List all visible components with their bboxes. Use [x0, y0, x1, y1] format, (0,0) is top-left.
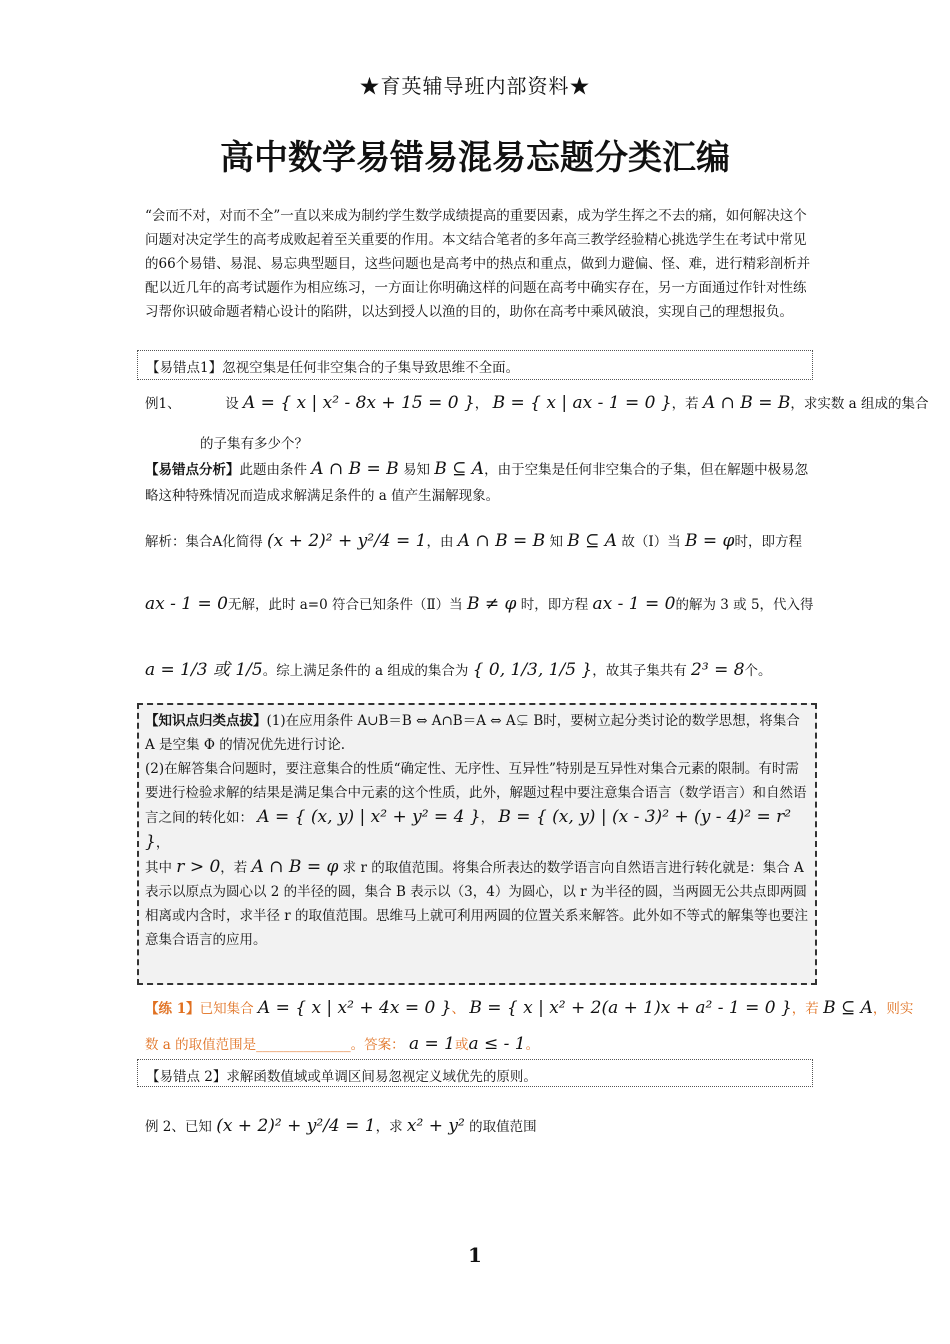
solution-text: ，故其子集共有 — [592, 663, 687, 679]
error-point-1: 【易错点1】忽视空集是任何非空集合的子集导致思维不全面。 — [146, 360, 520, 376]
solution-text: 时，即方程 — [520, 597, 589, 613]
condition: B ⊆ A — [434, 459, 485, 479]
answer-2: a ≤ - 1 — [468, 1034, 526, 1054]
set-b-circle: B = { (x, y) | (x - 3)² + (y - 4)² = r² } — [145, 807, 792, 852]
practice-1-line-2 — [145, 1033, 539, 1054]
ellipse-equation: (x + 2)² + y²/4 = 1 — [267, 531, 427, 551]
knowledge-text: 其中 — [145, 860, 172, 876]
solution-line-3 — [145, 655, 772, 680]
comma: ， — [474, 396, 489, 412]
condition: B = φ — [685, 531, 735, 551]
answer-blank: ______________ — [256, 1037, 351, 1053]
a-values: a = 1/3 或 1/5 — [145, 660, 263, 680]
analysis-line-1 — [145, 458, 808, 479]
target-expression: x² + y² — [406, 1116, 465, 1136]
solution-text: 时，即方程 — [734, 534, 802, 550]
set-b-definition: B = { x | ax - 1 = 0 } — [492, 393, 672, 413]
knowledge-text: ，若 — [220, 860, 248, 876]
practice-text: ，则实 — [872, 1001, 914, 1017]
analysis-text: 易知 — [402, 462, 430, 478]
condition: A ∩ B = B — [311, 459, 399, 479]
solution-text: 个。 — [744, 663, 772, 679]
comma: ， — [155, 835, 170, 851]
intro-paragraph: “会而不对，对而不全”一直以来成为制约学生数学成绩提高的重要因素，成为学生挥之不去的痛，如何解决这个问题对决定学生的高考成败起着至关重要的作用。本文结合笔者的多年高三教学经验精心挑选学生在考试中常见的66个易错、易混、易忘典型题目，这些问题也是高考中的热点和重点，做到力避偏、怪、难，进行精彩剖析并配以近几年的高考试题作为相应练习，一方面让你明确这样的问题在高考中确实存在，另一方面通过作针对性练习帮你识破命题者精心设计的陷阱，以达到授人以渔的目的，助你在高考中乘风破浪，实现自己的理想报负。 — [145, 208, 811, 320]
practice-1-line-1 — [145, 997, 913, 1018]
solution-line-2 — [145, 593, 814, 614]
error-point-2-box — [137, 1059, 813, 1087]
practice-text: ，若 — [791, 1001, 819, 1017]
radius-condition: r > 0 — [176, 857, 221, 877]
condition: A ∩ B = B — [702, 393, 791, 413]
analysis-text: 此题由条件 — [239, 462, 307, 478]
example-2-line — [145, 1115, 537, 1136]
analysis-line-2: 略这种特殊情况而造成求解满足条件的 a 值产生漏解现象。 — [145, 488, 500, 504]
banner: ★育英辅导班内部资料★ — [359, 74, 591, 98]
knowledge-label: 【知识点归类点拔】 — [145, 713, 267, 729]
comma: ， — [480, 810, 495, 826]
set-a-definition: A = { x | x² + 4x = 0 } — [257, 998, 452, 1018]
solution-text: 知 — [549, 534, 563, 550]
condition: B ≠ φ — [466, 594, 517, 614]
solution-text: 无解，此时 a=0 符合已知条件（Ⅱ）当 — [227, 597, 463, 613]
knowledge-paragraph-2 — [145, 757, 809, 855]
practice-text: 、 — [451, 1001, 466, 1017]
error-point-2: 【易错点 2】求解函数值域或单调区间易忽视定义域优先的原则。 — [146, 1069, 537, 1085]
subset-count: 2³ = 8 — [691, 660, 745, 680]
set-a-definition: A = { x | x² - 8x + 15 = 0 } — [242, 393, 475, 413]
equation: ax - 1 = 0 — [145, 594, 228, 614]
condition: B ⊆ A — [567, 531, 618, 551]
solution-text: 的解为 3 或 5，代入得 — [675, 597, 814, 613]
practice-text: 已知集合 — [199, 1001, 254, 1017]
practice-text: 。答案： — [350, 1037, 405, 1053]
error-point-1-box — [137, 350, 813, 380]
practice-text: 数 a 的取值范围是 — [145, 1037, 257, 1053]
practice-label: 【练 1】 — [145, 1001, 200, 1017]
practice-text: 或 — [454, 1037, 469, 1053]
knowledge-text: (2)在解答集合问题时，要注意集合的性质“确定性、无序性、互异性”特别是互异性对集合元素的限制。有时需要进行检验求解的结果是满足集合中元素的这个性质，此外，解题过程中要注意集合语言（数学语言）和自然语言之间的转化如： — [145, 761, 807, 826]
example-1-text: ，求实数 a 组成的集合 — [790, 396, 929, 412]
solution-set: { 0, 1/3, 1/5 } — [472, 660, 593, 680]
condition: A ∩ B = B — [457, 531, 546, 551]
condition: A ∩ B = φ — [251, 857, 339, 877]
example-1-text: 设 — [225, 396, 239, 412]
practice-text: 。 — [525, 1037, 540, 1053]
solution-text: ，由 — [426, 534, 454, 550]
solution-text: 故（Ⅰ）当 — [621, 534, 681, 550]
set-a-circle: A = { (x, y) | x² + y² = 4 } — [257, 807, 481, 827]
knowledge-paragraph-3 — [145, 855, 809, 952]
knowledge-paragraph-1 — [145, 709, 809, 757]
example-1-text: ，若 — [671, 396, 699, 412]
knowledge-text: 求 r 的取值范围。将集合所表达的数学语言向自然语言进行转化就是：集合 A 表示以原点为圆心以 2 的半径的圆，集合 B 表示以（3，4）为圆心，以 r 为半径的圆，当两圆无公共点即两圆相离或内含时，求半径 r 的取值范围。思维马上就可利用两圆的位置关系来解答。此外如不等式的解集等也要注意集合语言的应用。 — [145, 860, 809, 948]
answer-1: a = 1 — [408, 1034, 455, 1054]
equation: ax - 1 = 0 — [592, 594, 676, 614]
page-title: 高中数学易错易混易忘题分类汇编 — [220, 138, 730, 178]
knowledge-text: (1)在应用条件 A∪B＝B ⇔ A∩B＝A ⇔ A⊊ B时，要树立起分类讨论的数学思想，将集合 A 是空集 Φ 的情况优先进行讨论. — [145, 713, 800, 753]
solution-line-1 — [145, 530, 802, 551]
page-number: 1 — [468, 1243, 482, 1267]
knowledge-summary-box — [137, 703, 817, 985]
example-2-text: 例 2、已知 — [145, 1119, 212, 1135]
example-1-line-2: 的子集有多少个？ — [200, 436, 308, 452]
ellipse-equation: (x + 2)² + y²/4 = 1 — [216, 1116, 376, 1136]
analysis-text: ，由于空集是任何非空集合的子集，但在解题中极易忽 — [484, 462, 809, 478]
example-1-label: 例1、 — [145, 396, 181, 412]
example-1-line-1 — [145, 392, 928, 413]
solution-text: 。综上满足条件的 a 组成的集合为 — [262, 663, 469, 679]
condition: B ⊆ A — [823, 998, 873, 1018]
solution-text: 解析：集合A化简得 — [145, 534, 263, 550]
example-2-text: ，求 — [375, 1119, 403, 1135]
example-2-text: 的取值范围 — [469, 1119, 537, 1135]
analysis-label: 【易错点分析】 — [145, 462, 240, 478]
set-b-definition: B = { x | x² + 2(a + 1)x + a² - 1 = 0 } — [469, 998, 792, 1018]
